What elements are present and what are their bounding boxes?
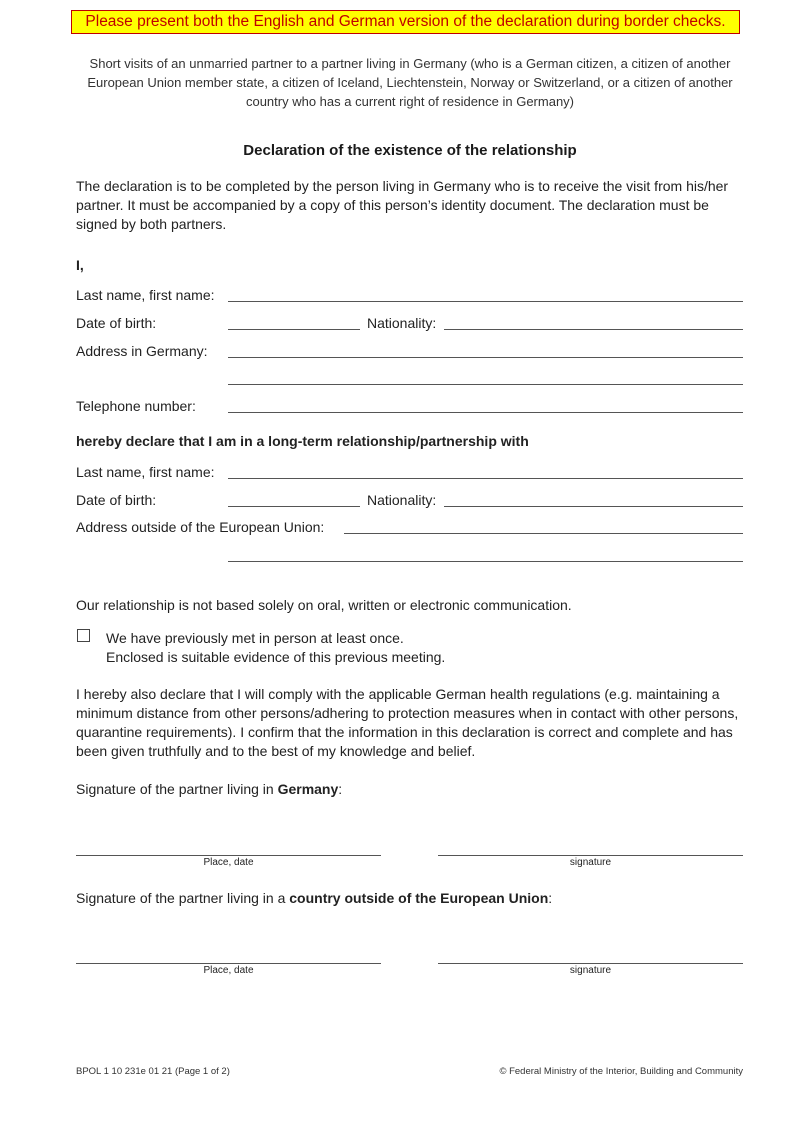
signature-germany-suffix: : [338,781,343,797]
met-in-person-line-1: We have previously met in person at least once. [106,630,404,646]
non-eu-signature-line[interactable] [438,963,743,964]
first-person-address-label: Address in Germany: [76,343,208,359]
partner-name-label: Last name, first name: [76,464,215,480]
signature-germany-heading [76,780,342,798]
signature-non-eu-heading [76,889,552,907]
germany-signature-line[interactable] [438,855,743,856]
footer-copyright: © Federal Ministry of the Interior, Building and Community [499,1066,743,1077]
signature-germany-emphasis: Germany [277,781,339,797]
partner-name-field[interactable] [228,478,743,479]
first-person-nationality-label: Nationality: [367,315,437,331]
first-person-heading: I, [76,257,84,273]
partner-nationality-field[interactable] [444,506,743,507]
germany-place-date-label: Place, date [203,857,254,868]
partner-dob-label: Date of birth: [76,492,157,508]
non-eu-place-date-label: Place, date [203,965,254,976]
document-title: Declaration of the existence of the relationship [243,142,577,159]
compliance-text: I hereby also declare that I will comply with the applicable German health regulations (e.g. maintaining a minimum distance from other persons/adhering to protection measures when in contact with other persons, quarantine requirements). I confirm that the information in this declaration is correct and complete and has been given truthfully and to the best of my knowledge and belief. [76,686,739,759]
instructions-text: The declaration is to be completed by the person living in Germany who is to receive the visit from his/her partner. It must be accompanied by a copy of this person’s identity document. The declaration must be signed by both partners. [76,178,729,232]
met-in-person-checkbox[interactable] [77,629,90,642]
met-in-person-line-2: Enclosed is suitable evidence of this previous meeting. [106,649,446,665]
signature-germany-prefix: Signature of the partner living in [76,781,278,797]
first-person-nationality-field[interactable] [444,329,743,330]
declare-heading: hereby declare that I am in a long-term relationship/partnership with [76,433,529,449]
partner-nationality-label: Nationality: [367,492,437,508]
signature-non-eu-prefix: Signature of the partner living in a [76,890,290,906]
relationship-statement: Our relationship is not based solely on oral, written or electronic communication. [76,597,572,613]
non-eu-place-date-line[interactable] [76,963,381,964]
partner-address-field-2[interactable] [228,561,743,562]
partner-address-label: Address outside of the European Union: [76,519,325,535]
first-person-address-field-2[interactable] [228,384,743,385]
first-person-phone-field[interactable] [228,412,743,413]
first-person-name-label: Last name, first name: [76,287,215,303]
germany-signature-label: signature [569,857,612,868]
border-check-notice: Please present both the English and German version of the declaration during border checks. [71,10,740,34]
partner-dob-field[interactable] [228,506,360,507]
footer-form-id: BPOL 1 10 231e 01 21 (Page 1 of 2) [76,1066,230,1077]
first-person-address-field-1[interactable] [228,357,743,358]
signature-non-eu-suffix: : [548,890,553,906]
first-person-phone-label: Telephone number: [76,398,196,414]
intro-text: Short visits of an unmarried partner to a partner living in Germany (who is a German citizen, a citizen of another European Union member state, a citizen of Iceland, Liechtenstein, Norway or Switzerland, or a citizen of another country who has a current right of residence in Germany) [87,56,733,109]
germany-place-date-line[interactable] [76,855,381,856]
first-person-dob-field[interactable] [228,329,360,330]
first-person-dob-label: Date of birth: [76,315,157,331]
non-eu-signature-label: signature [569,965,612,976]
first-person-name-field[interactable] [228,301,743,302]
signature-non-eu-emphasis: country outside of the European Union [289,890,549,906]
partner-address-field-1[interactable] [344,533,743,534]
